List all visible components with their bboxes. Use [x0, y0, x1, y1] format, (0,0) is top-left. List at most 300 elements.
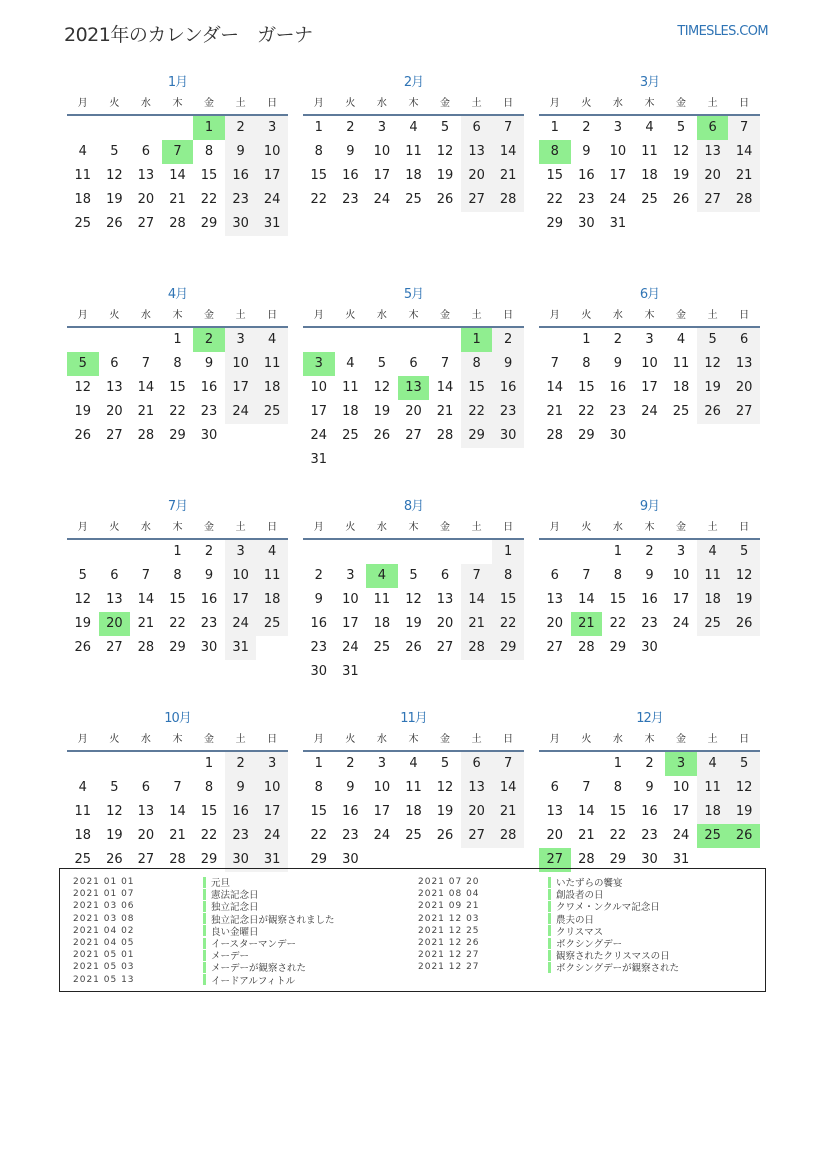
day-cell: 23	[609, 404, 627, 419]
day-cell: 20	[137, 828, 155, 843]
holiday-name: 憲法記念日	[211, 890, 259, 902]
day-cell: 18	[641, 168, 658, 183]
day-cell: 21	[461, 612, 493, 636]
day-cell: 15	[169, 380, 186, 395]
holiday-name: メーデーが観察された	[211, 963, 307, 975]
day-cell: 15	[546, 168, 564, 183]
legend-row	[73, 961, 335, 973]
day-cell: 16	[225, 800, 257, 824]
day-cell: 15	[609, 592, 627, 607]
weekday-label: 水	[376, 310, 387, 321]
legend-row	[73, 888, 335, 900]
weekday-label: 金	[676, 310, 687, 321]
day-cell: 10	[342, 592, 359, 607]
day-cell: 24	[672, 828, 690, 843]
day-cell: 26	[436, 828, 454, 843]
day-cell: 10	[225, 352, 257, 376]
day-cell: 15	[461, 376, 493, 400]
holiday-date: 2021 12 03	[418, 913, 480, 924]
month-title: 9月	[639, 499, 660, 514]
day-cell: 25	[697, 612, 729, 636]
day-cell: 13	[106, 592, 123, 607]
day-cell: 30	[578, 216, 595, 231]
holiday-date: 2021 08 04	[418, 889, 480, 900]
day-cell: 23	[578, 192, 595, 207]
legend-column-left	[73, 876, 335, 986]
day-cell: 25	[74, 216, 92, 231]
weekday-label: 金	[676, 734, 687, 745]
weekday-label: 木	[644, 734, 655, 745]
day-cell: 13	[461, 140, 493, 164]
day-cell: 31	[342, 664, 359, 679]
weekday-label: 水	[140, 522, 151, 533]
day-cell: 11	[373, 592, 391, 607]
weekday-label: 月	[549, 734, 560, 745]
day-grid	[539, 540, 760, 660]
day-cell: 15	[200, 804, 218, 819]
day-cell: 11	[405, 144, 422, 159]
day-cell: 5	[377, 356, 387, 371]
weekday-label: 金	[440, 310, 451, 321]
empty-cell	[67, 116, 99, 140]
legend-row	[418, 961, 679, 973]
month-title: 3月	[639, 75, 660, 90]
weekday-label: 木	[408, 734, 419, 745]
day-cell: 8	[173, 568, 182, 583]
day-cell: 23	[641, 828, 658, 843]
day-cell: 19	[728, 588, 760, 612]
day-cell: 14	[492, 776, 524, 800]
month-title: 1月	[167, 75, 188, 90]
day-cell: 12	[728, 776, 760, 800]
holiday-marker	[203, 901, 206, 912]
day-cell: 22	[609, 616, 627, 631]
day-cell: 23	[200, 404, 218, 419]
day-cell: 2	[492, 328, 524, 352]
day-cell: 29	[609, 640, 627, 655]
weekday-label: 水	[612, 522, 623, 533]
day-cell: 20	[436, 616, 454, 631]
day-cell: 16	[342, 168, 359, 183]
day-cell: 13	[546, 592, 564, 607]
empty-cell	[303, 540, 335, 564]
day-cell: 12	[436, 780, 454, 795]
holiday-marker	[203, 889, 206, 900]
day-cell: 25	[373, 640, 391, 655]
day-cell: 10	[256, 776, 288, 800]
weekday-label: 水	[376, 734, 387, 745]
day-cell: 17	[225, 588, 257, 612]
day-cell: 23	[492, 400, 524, 424]
month-calendar	[303, 72, 524, 284]
day-cell: 4	[409, 756, 418, 771]
day-cell: 13	[137, 804, 155, 819]
day-cell: 9	[225, 140, 257, 164]
day-cell: 7	[141, 356, 151, 371]
weekday-label: 火	[581, 734, 592, 745]
day-cell: 15	[310, 804, 328, 819]
holiday-marker	[203, 925, 206, 936]
weekday-label: 金	[440, 98, 451, 109]
day-cell: 18	[256, 588, 288, 612]
holiday-marker	[548, 901, 551, 912]
day-cell: 6	[550, 568, 559, 583]
empty-cell	[335, 540, 367, 564]
holiday-marker	[548, 889, 551, 900]
day-cell: 22	[609, 828, 627, 843]
legend-row	[73, 913, 335, 925]
day-cell: 27	[697, 188, 729, 212]
day-cell: 22	[310, 828, 328, 843]
day-cell: 14	[137, 380, 155, 395]
holiday-name: メーデー	[211, 951, 250, 963]
day-cell: 18	[74, 192, 92, 207]
holiday-day-cell: 21	[571, 612, 603, 636]
day-cell: 25	[405, 192, 422, 207]
day-cell: 18	[405, 168, 422, 183]
day-grid	[539, 328, 760, 448]
day-cell: 18	[256, 376, 288, 400]
day-cell: 12	[74, 592, 92, 607]
weekday-label: 日	[503, 98, 514, 109]
day-cell: 2	[225, 752, 257, 776]
day-cell: 27	[106, 640, 123, 655]
day-cell: 24	[373, 828, 391, 843]
site-name[interactable]: TIMESLES.COM	[677, 24, 768, 39]
holiday-date: 2021 09 21	[418, 901, 480, 912]
holiday-date: 2021 12 25	[418, 925, 480, 936]
day-cell: 20	[137, 192, 155, 207]
weekday-label: 水	[140, 734, 151, 745]
day-cell: 23	[225, 824, 257, 848]
day-cell: 14	[169, 804, 186, 819]
day-cell: 7	[461, 564, 493, 588]
weekday-label: 日	[267, 310, 278, 321]
holiday-day-cell: 26	[728, 824, 760, 848]
day-cell: 19	[373, 404, 391, 419]
weekday-label: 火	[345, 310, 356, 321]
holiday-date: 2021 03 06	[73, 901, 135, 912]
day-cell: 7	[173, 780, 182, 795]
holiday-date: 2021 01 07	[73, 889, 135, 900]
day-cell: 24	[225, 400, 257, 424]
day-cell: 30	[641, 640, 658, 655]
holiday-day-cell: 3	[665, 752, 697, 776]
day-cell: 11	[74, 168, 92, 183]
day-cell: 6	[461, 116, 493, 140]
holiday-day-cell: 6	[697, 116, 729, 140]
day-cell: 23	[342, 192, 359, 207]
weekday-label: 月	[549, 522, 560, 533]
day-cell: 24	[641, 404, 658, 419]
month-calendar	[67, 72, 288, 284]
day-cell: 5	[440, 120, 450, 135]
day-cell: 26	[436, 192, 454, 207]
day-cell: 28	[578, 852, 595, 867]
empty-cell	[67, 328, 99, 352]
day-cell: 9	[204, 356, 214, 371]
day-cell: 12	[697, 352, 729, 376]
day-cell: 23	[342, 828, 359, 843]
day-cell: 25	[256, 400, 288, 424]
weekday-label: 日	[503, 522, 514, 533]
day-cell: 12	[405, 592, 422, 607]
holiday-name: 観察されたクリスマスの日	[556, 951, 670, 963]
day-cell: 9	[225, 776, 257, 800]
empty-cell	[571, 540, 603, 564]
day-cell: 18	[697, 588, 729, 612]
empty-cell	[130, 116, 162, 140]
weekday-label: 水	[140, 310, 151, 321]
day-cell: 10	[310, 380, 328, 395]
day-cell: 2	[582, 120, 591, 135]
day-cell: 15	[310, 168, 328, 183]
day-cell: 27	[137, 216, 155, 231]
legend-column-right	[418, 876, 679, 974]
day-cell: 26	[106, 216, 123, 231]
weekday-label: 金	[204, 98, 215, 109]
day-cell: 14	[169, 168, 186, 183]
day-cell: 18	[697, 800, 729, 824]
day-cell: 25	[256, 612, 288, 636]
day-cell: 17	[256, 800, 288, 824]
day-cell: 16	[609, 380, 627, 395]
day-cell: 18	[342, 404, 359, 419]
day-cell: 5	[728, 752, 760, 776]
weekday-label: 木	[408, 98, 419, 109]
holiday-day-cell: 5	[67, 352, 99, 376]
day-cell: 5	[676, 120, 686, 135]
day-cell: 4	[645, 120, 654, 135]
weekday-label: 日	[267, 734, 278, 745]
day-grid	[539, 116, 760, 236]
day-cell: 14	[436, 380, 454, 395]
day-cell: 8	[204, 144, 214, 159]
day-grid	[67, 752, 288, 872]
day-cell: 29	[461, 424, 493, 448]
day-cell: 28	[492, 824, 524, 848]
day-cell: 22	[492, 612, 524, 636]
day-cell: 1	[582, 332, 591, 347]
month-title: 7月	[167, 499, 188, 514]
day-cell: 24	[256, 188, 288, 212]
day-cell: 6	[110, 356, 119, 371]
day-cell: 7	[728, 116, 760, 140]
weekday-header	[67, 518, 288, 540]
day-cell: 22	[200, 192, 218, 207]
day-cell: 26	[106, 852, 123, 867]
day-cell: 17	[609, 168, 627, 183]
day-cell: 7	[141, 568, 151, 583]
day-cell: 14	[728, 140, 760, 164]
day-cell: 11	[342, 380, 359, 395]
day-cell: 14	[137, 592, 155, 607]
day-cell: 23	[225, 188, 257, 212]
day-cell: 29	[169, 640, 186, 655]
day-cell: 31	[672, 852, 690, 867]
month-title: 12月	[636, 711, 663, 726]
weekday-label: 金	[440, 734, 451, 745]
holiday-name: 独立記念日が観察されました	[211, 914, 335, 926]
weekday-label: 月	[313, 98, 324, 109]
day-cell: 26	[74, 428, 92, 443]
day-cell: 26	[405, 640, 422, 655]
legend-row	[418, 913, 679, 925]
day-cell: 17	[373, 804, 391, 819]
day-cell: 12	[74, 380, 92, 395]
day-cell: 20	[697, 164, 729, 188]
month-title: 5月	[403, 287, 424, 302]
day-cell: 2	[346, 120, 355, 135]
weekday-label: 土	[471, 310, 482, 321]
empty-cell	[366, 540, 398, 564]
day-cell: 28	[436, 428, 454, 443]
legend-row	[73, 974, 335, 986]
weekday-label: 金	[204, 310, 215, 321]
day-cell: 21	[578, 828, 595, 843]
holiday-day-cell: 27	[539, 848, 571, 872]
empty-cell	[366, 328, 398, 352]
day-cell: 28	[546, 428, 564, 443]
legend-row	[418, 900, 679, 912]
day-cell: 26	[373, 428, 391, 443]
weekday-label: 土	[235, 734, 246, 745]
day-cell: 3	[377, 120, 387, 135]
month-calendar	[67, 496, 288, 708]
day-cell: 27	[461, 188, 493, 212]
holiday-date: 2021 03 08	[73, 913, 135, 924]
day-cell: 10	[672, 780, 690, 795]
day-cell: 21	[492, 164, 524, 188]
weekday-header	[67, 306, 288, 328]
holiday-date: 2021 12 26	[418, 938, 480, 949]
day-cell: 3	[225, 540, 257, 564]
day-cell: 1	[173, 332, 182, 347]
holiday-date: 2021 12 27	[418, 962, 480, 973]
day-cell: 15	[200, 168, 218, 183]
holiday-marker	[548, 962, 551, 973]
day-cell: 8	[461, 352, 493, 376]
weekday-label: 月	[549, 98, 560, 109]
day-grid	[303, 328, 524, 472]
weekday-label: 月	[313, 310, 324, 321]
day-cell: 22	[461, 400, 493, 424]
day-cell: 18	[672, 380, 690, 395]
day-cell: 30	[310, 664, 328, 679]
holiday-marker	[203, 950, 206, 961]
weekday-label: 水	[612, 310, 623, 321]
day-cell: 17	[373, 168, 391, 183]
weekday-label: 木	[172, 310, 183, 321]
weekday-header	[303, 518, 524, 540]
weekday-label: 日	[739, 522, 750, 533]
day-cell: 7	[492, 752, 524, 776]
day-cell: 19	[672, 168, 690, 183]
day-cell: 4	[256, 328, 288, 352]
day-cell: 19	[106, 828, 123, 843]
day-cell: 28	[578, 640, 595, 655]
day-cell: 7	[492, 116, 524, 140]
day-cell: 25	[672, 404, 690, 419]
weekday-label: 水	[376, 522, 387, 533]
holiday-day-cell: 1	[461, 328, 493, 352]
day-cell: 22	[546, 192, 564, 207]
month-title: 6月	[639, 287, 660, 302]
day-cell: 9	[346, 144, 355, 159]
holiday-name: イードアルフィトル	[211, 975, 296, 987]
day-cell: 19	[697, 376, 729, 400]
day-cell: 6	[409, 356, 418, 371]
weekday-header	[303, 306, 524, 328]
day-cell: 22	[169, 404, 186, 419]
day-cell: 11	[256, 564, 288, 588]
empty-cell	[461, 540, 493, 564]
holiday-day-cell: 8	[539, 140, 571, 164]
day-cell: 11	[641, 144, 658, 159]
day-cell: 1	[314, 756, 323, 771]
weekday-label: 金	[440, 522, 451, 533]
weekday-label: 日	[503, 310, 514, 321]
day-cell: 19	[728, 800, 760, 824]
day-cell: 17	[310, 404, 328, 419]
day-cell: 31	[256, 848, 288, 872]
weekday-label: 月	[549, 310, 560, 321]
holiday-date: 2021 05 03	[73, 962, 135, 973]
day-cell: 20	[461, 164, 493, 188]
weekday-label: 土	[707, 734, 718, 745]
day-cell: 15	[578, 380, 595, 395]
weekday-label: 木	[172, 522, 183, 533]
day-cell: 7	[582, 568, 591, 583]
weekday-label: 月	[313, 522, 324, 533]
day-cell: 10	[641, 356, 658, 371]
day-cell: 11	[256, 352, 288, 376]
weekday-header	[539, 730, 760, 752]
weekday-header	[539, 306, 760, 328]
month-calendar	[303, 496, 524, 708]
day-cell: 4	[78, 780, 87, 795]
holiday-date: 2021 01 01	[73, 877, 135, 888]
day-cell: 12	[436, 144, 454, 159]
day-cell: 24	[225, 612, 257, 636]
day-cell: 29	[609, 852, 627, 867]
day-cell: 20	[106, 404, 123, 419]
weekday-label: 木	[172, 734, 183, 745]
weekday-label: 日	[739, 310, 750, 321]
day-cell: 16	[492, 376, 524, 400]
empty-cell	[99, 116, 131, 140]
day-cell: 28	[728, 188, 760, 212]
month-title: 11月	[400, 711, 427, 726]
day-cell: 19	[436, 168, 454, 183]
day-cell: 6	[461, 752, 493, 776]
weekday-label: 月	[77, 98, 88, 109]
month-title: 4月	[167, 287, 188, 302]
day-cell: 3	[676, 544, 686, 559]
day-cell: 6	[550, 780, 559, 795]
day-cell: 16	[641, 804, 658, 819]
holiday-day-cell: 3	[303, 352, 335, 376]
day-cell: 4	[409, 120, 418, 135]
day-cell: 5	[110, 780, 119, 795]
day-cell: 4	[256, 540, 288, 564]
day-cell: 21	[169, 828, 186, 843]
day-cell: 23	[641, 616, 658, 631]
day-cell: 12	[728, 564, 760, 588]
day-cell: 25	[641, 192, 658, 207]
day-cell: 25	[342, 428, 359, 443]
day-cell: 8	[582, 356, 591, 371]
